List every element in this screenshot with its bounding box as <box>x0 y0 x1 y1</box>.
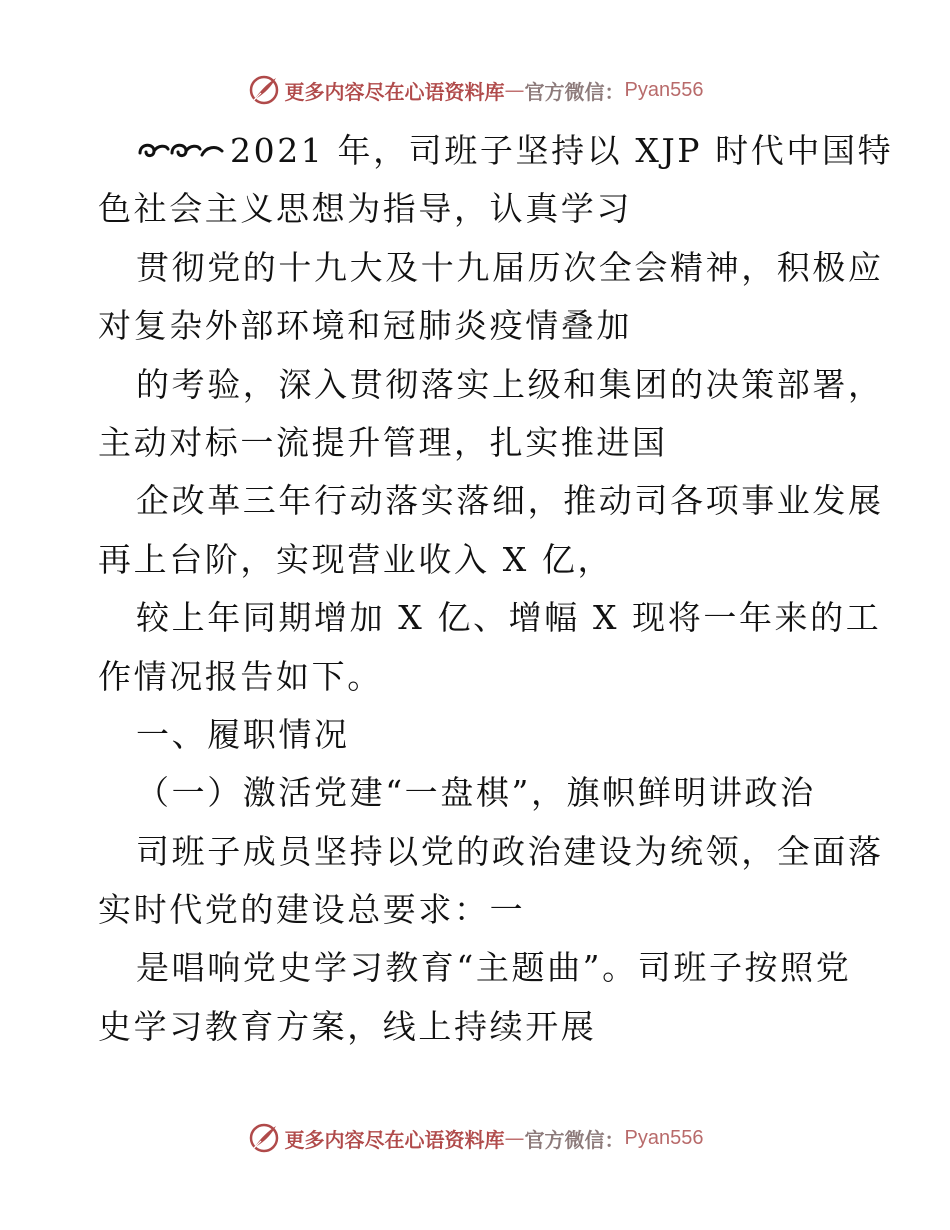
footer-watermark-banner <box>0 1118 950 1158</box>
banner-wechat-id: Pyan556 <box>624 78 704 101</box>
banner-separator: — <box>504 1126 525 1150</box>
banner-text: 更多内容尽在心语资料库 <box>284 79 505 104</box>
body-line: 主动对标一流提升管理，扎实推进国 <box>98 422 668 462</box>
section-heading: 一、履职情况 <box>136 714 350 754</box>
banner-separator: — <box>504 78 525 102</box>
body-line: 对复杂外部环境和冠肺炎疫情叠加 <box>98 306 632 346</box>
body-line: 较上年同期增加 X 亿、增幅 X 现将一年来的工 <box>136 598 882 638</box>
body-line: 贯彻党的十九大及十九届历次全会精神，积极应 <box>136 247 884 287</box>
header-watermark-banner <box>0 70 950 110</box>
banner-wechat-id: Pyan556 <box>624 1126 704 1149</box>
body-line: 是唱响党史学习教育“主题曲”。司班子按照党 <box>136 948 852 988</box>
body-line: 的考验，深入贯彻落实上级和集团的决策部署， <box>136 364 884 404</box>
subsection-heading: （一）激活党建“一盘棋”，旗帜鲜明讲政治 <box>136 773 816 813</box>
body-line: 色社会主义思想为指导，认真学习 <box>98 189 632 229</box>
body-line: 企改革三年行动落实落细，推动司各项事业发展 <box>136 481 884 521</box>
banner-wechat-label: 官方微信： <box>524 1127 625 1152</box>
body-line <box>98 122 894 180</box>
banner-wechat-label: 官方微信： <box>524 79 625 104</box>
feather-logo-icon <box>247 73 281 107</box>
decorative-ornament-icon <box>136 135 226 165</box>
document-body <box>98 122 894 1056</box>
body-line: 实时代党的建设总要求：一 <box>98 890 526 930</box>
body-line: 作情况报告如下。 <box>98 656 383 696</box>
body-line-text: 2021 年，司班子坚持以 XJP 时代中国特 <box>230 131 894 170</box>
feather-logo-icon <box>247 1121 281 1155</box>
body-line: 史学习教育方案，线上持续开展 <box>98 1006 597 1046</box>
body-line: 再上台阶，实现营业收入 X 亿， <box>98 539 614 579</box>
body-line: 司班子成员坚持以党的政治建设为统领，全面落 <box>136 831 884 871</box>
banner-text: 更多内容尽在心语资料库 <box>284 1127 505 1152</box>
